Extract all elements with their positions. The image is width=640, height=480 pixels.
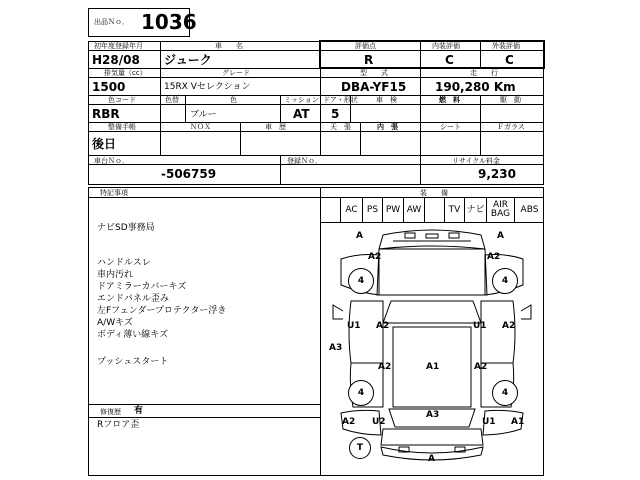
- damage-mark: U1: [482, 417, 496, 427]
- equipment-item-airbag: AIR BAG: [486, 197, 514, 222]
- interior-label: 内装評価: [432, 42, 460, 50]
- manual-label: 整備手帳: [108, 123, 136, 131]
- damage-mark: A: [356, 231, 363, 241]
- drive-label: 駆 動: [500, 96, 521, 104]
- repaint-label: 色替: [165, 96, 179, 104]
- model-label: 型 式: [360, 69, 388, 77]
- equipment-item-pw: PW: [382, 197, 403, 222]
- chassis-label: 車台Ｎｏ．: [94, 157, 129, 165]
- damage-mark: A: [428, 454, 435, 464]
- notes-label: 特記事項: [100, 189, 128, 197]
- damage-mark: A2: [474, 362, 488, 372]
- equipment-label: 装 備: [420, 189, 448, 197]
- damage-mark: A1: [511, 417, 525, 427]
- chassis-number: -506759: [161, 167, 217, 181]
- glass-label: Ｆガラス: [497, 123, 525, 131]
- damage-mark: A2: [378, 362, 392, 372]
- equipment-item-abs: ABS: [514, 197, 544, 222]
- history-label: 車 歴: [265, 123, 286, 131]
- inspection-label: 車 検: [376, 96, 397, 104]
- registration-label: 登録Ｎｏ．: [287, 157, 322, 165]
- equipment-item-ps: PS: [362, 197, 382, 222]
- lot-number: 1036: [141, 10, 197, 34]
- mileage-label: 走 行: [470, 69, 498, 77]
- tire-rear-right: 4: [492, 380, 518, 406]
- notes-line: 車内汚れ: [97, 270, 134, 280]
- manual: 後日: [92, 137, 117, 151]
- car-name-label: 車 名: [215, 42, 243, 50]
- reg-year-label: 初年度登録年月: [94, 42, 143, 50]
- damage-mark: A2: [368, 252, 382, 262]
- equipment-item-navi: ナビ: [464, 197, 486, 222]
- doors: 5: [331, 107, 340, 121]
- mission-label: ミッション: [284, 96, 319, 104]
- exterior-label: 外装評価: [492, 42, 520, 50]
- damage-mark: A: [497, 231, 504, 241]
- exterior-grade: C: [505, 53, 514, 67]
- notes-line: ドアミラーカバーキズ: [97, 282, 187, 292]
- equipment-item-ac: AC: [340, 197, 362, 222]
- fuel-label: 燃 料: [439, 96, 460, 104]
- displacement: 1500: [92, 80, 126, 94]
- damage-mark: U1: [347, 321, 361, 331]
- sunroof-label: 天 張: [330, 123, 351, 131]
- reg-year: H28/08: [92, 53, 140, 67]
- damage-mark: U2: [372, 417, 386, 427]
- notes-line: ハンドルスレ: [97, 258, 151, 268]
- nox-label: ＮＯＸ: [190, 123, 211, 131]
- grade: 15RX Vセレクション: [164, 82, 251, 92]
- displacement-label: 排気量（cc）: [104, 69, 147, 77]
- damage-mark: A2: [342, 417, 356, 427]
- damage-mark: A2: [376, 321, 390, 331]
- tire-rear-left: 4: [348, 380, 374, 406]
- seat-label: シート: [440, 123, 461, 131]
- notes-line: エンドパネル歪み: [97, 294, 169, 304]
- color-label: 色: [230, 96, 237, 104]
- doors-label: ドア・形状: [323, 96, 358, 104]
- color-code-label: 色コード: [108, 96, 136, 104]
- notes-line: 左Fフェンダープロテクター浮き: [97, 306, 227, 316]
- damage-mark: A3: [329, 343, 343, 353]
- equipment-item-aw: AW: [403, 197, 425, 222]
- notes-line: ナビSD事務局: [97, 223, 155, 233]
- recycle-fee: 9,230: [478, 167, 516, 181]
- lot-number-label: 出品Ｎｏ．: [94, 18, 129, 26]
- damage-mark: U1: [473, 321, 487, 331]
- notes-line: プッシュスタート: [97, 357, 169, 367]
- color: ブルー: [190, 110, 217, 120]
- model-code: DBA-YF15: [341, 80, 407, 94]
- damage-mark: A2: [502, 321, 516, 331]
- score-label: 評価点: [355, 42, 376, 50]
- interior-trim-label: 内 張: [377, 123, 398, 131]
- car-name: ジューク: [164, 53, 212, 67]
- grade-label: グレード: [222, 69, 250, 77]
- mileage: 190,280 Km: [435, 80, 516, 94]
- repair-note: Rフロア歪: [97, 420, 140, 430]
- recycle-label: リサイクル料金: [452, 157, 501, 165]
- damage-mark: A3: [426, 410, 440, 420]
- interior-grade: C: [445, 53, 454, 67]
- mission: AT: [293, 107, 310, 121]
- color-code: RBR: [92, 107, 120, 121]
- tire-front-right: 4: [492, 268, 518, 294]
- repair-value: 有: [134, 406, 144, 416]
- equipment-item-tv: TV: [444, 197, 464, 222]
- equipment-row: [340, 197, 544, 222]
- spare-tire: T: [349, 437, 371, 459]
- repair-label: 修復歴: [100, 408, 121, 416]
- notes-line: ボディ薄い線キズ: [97, 330, 169, 340]
- tire-front-left: 4: [348, 268, 374, 294]
- damage-mark: A2: [487, 252, 501, 262]
- damage-mark: A1: [426, 362, 440, 372]
- notes-line: A/Wキズ: [97, 318, 133, 328]
- score: R: [364, 53, 374, 67]
